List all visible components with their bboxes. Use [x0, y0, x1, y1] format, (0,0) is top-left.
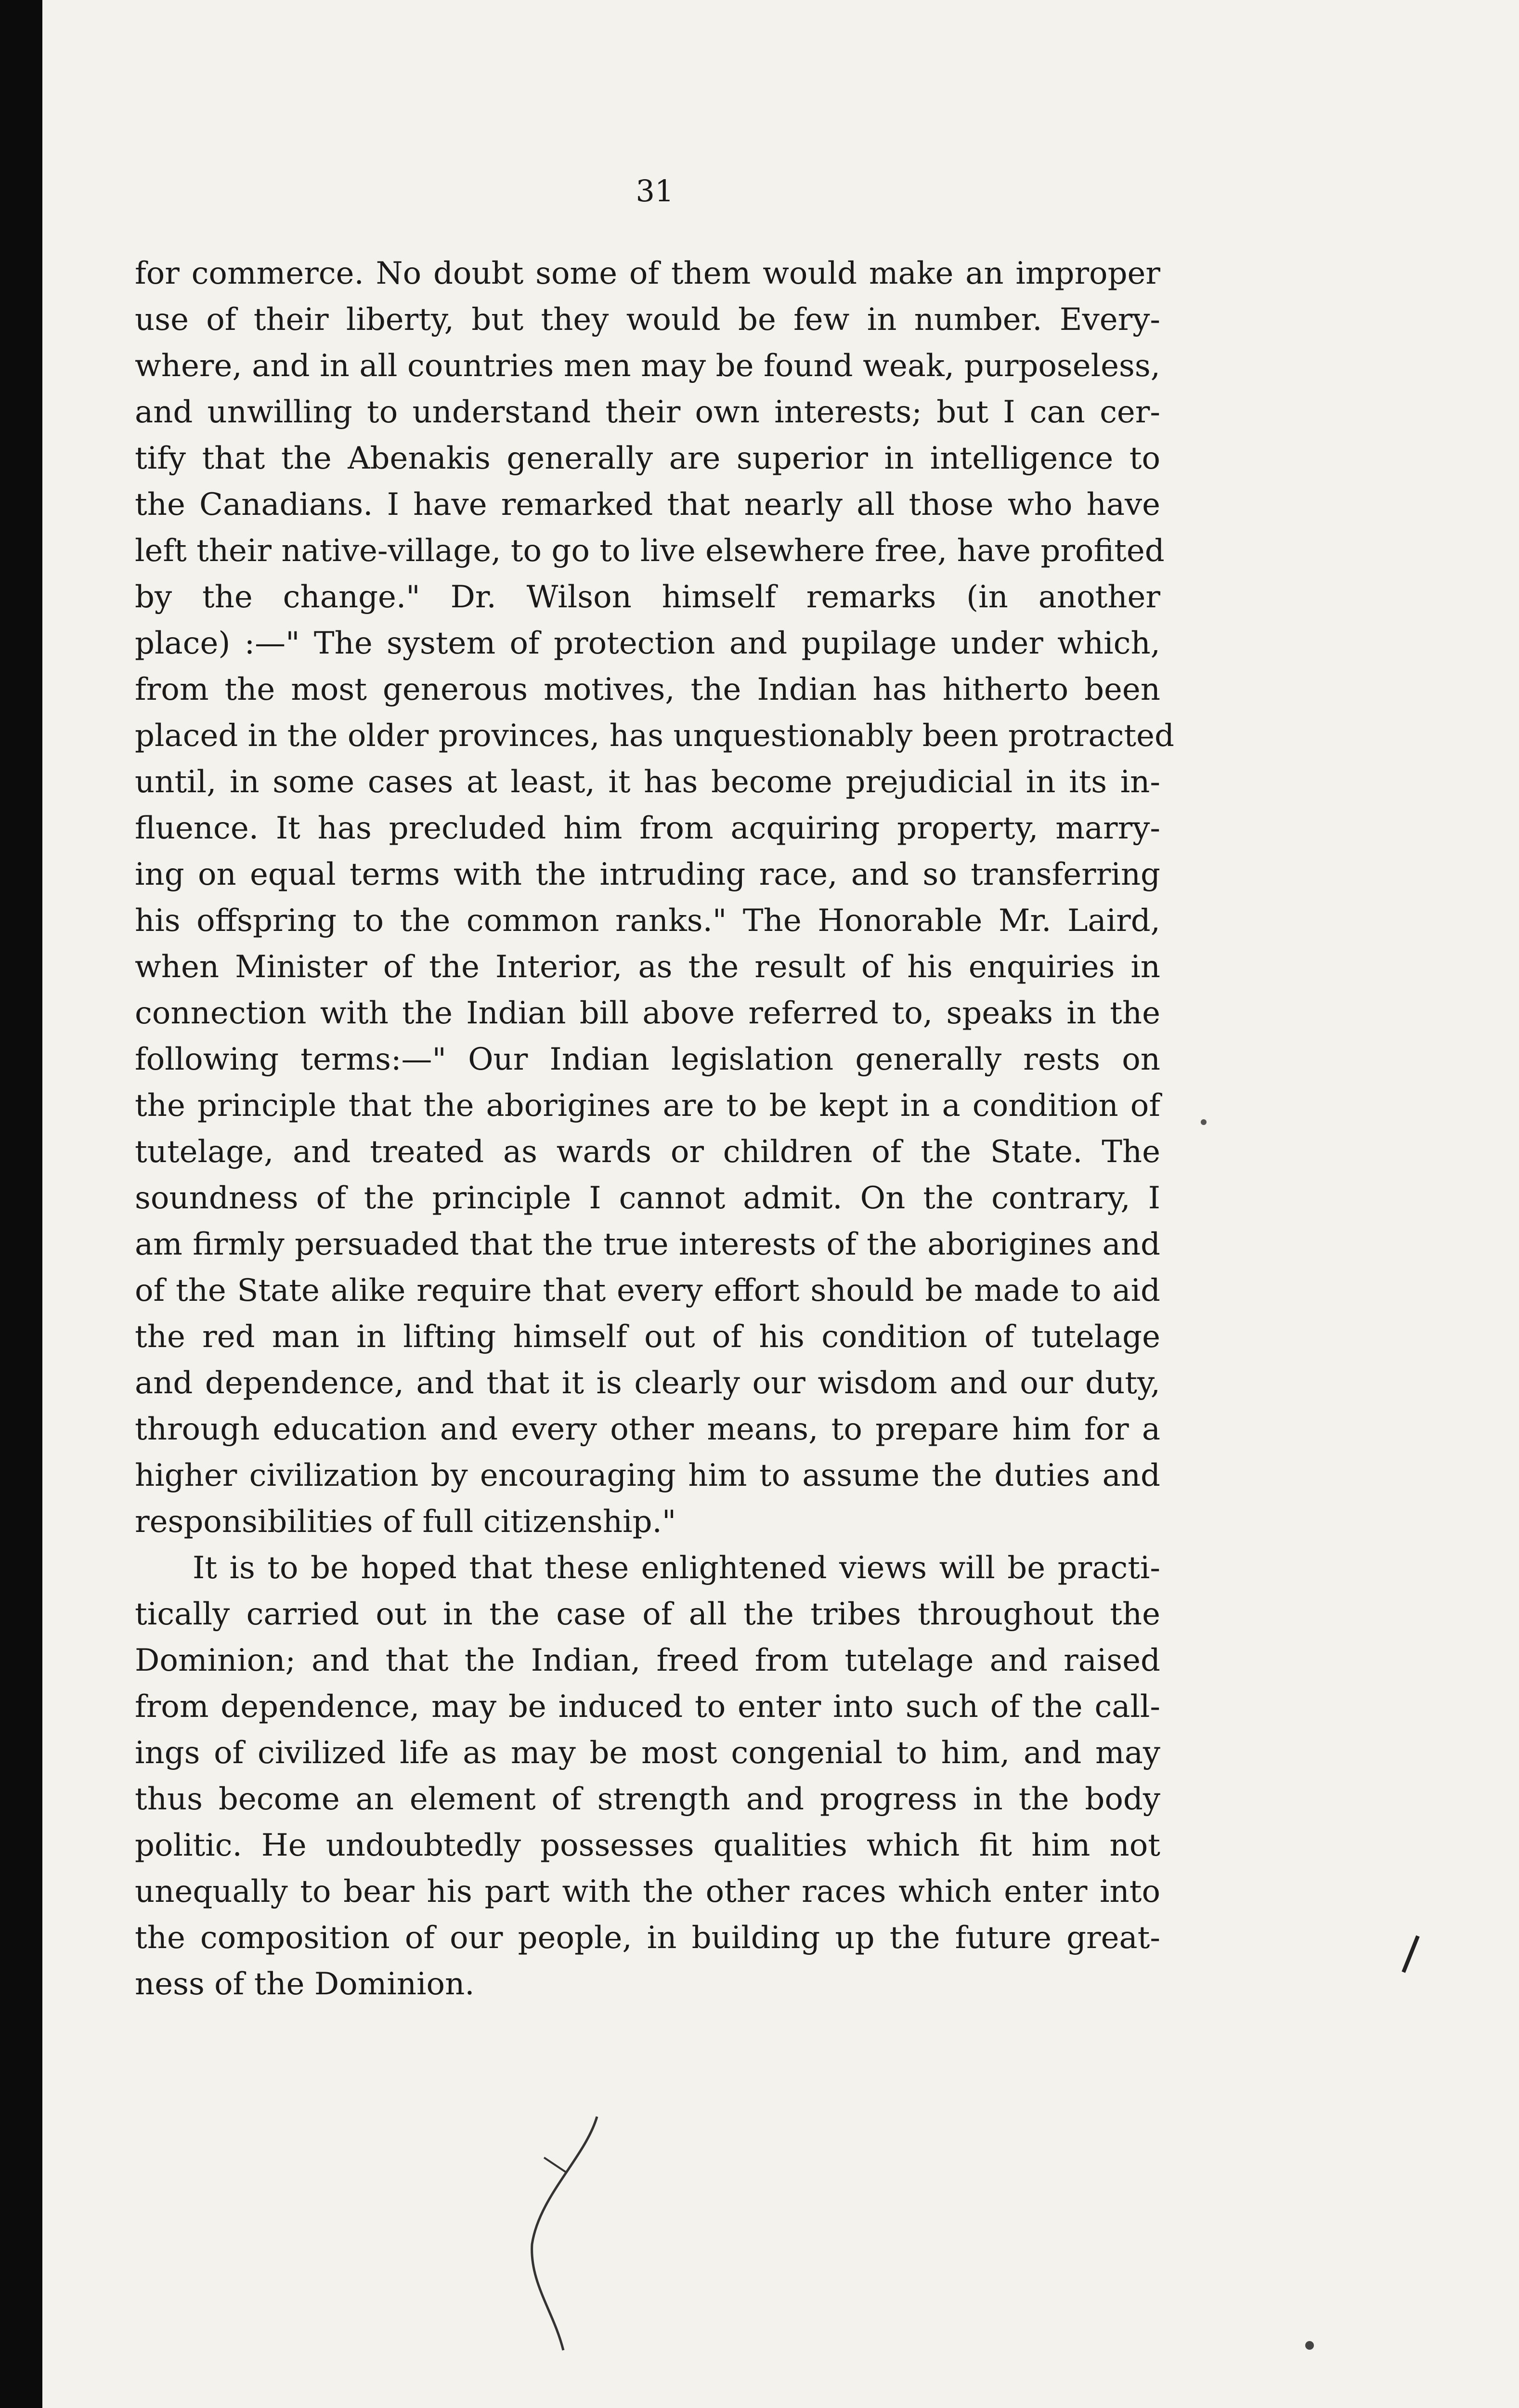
text-line: his offspring to the common ranks." The Honorable Mr. Laird, — [135, 903, 1160, 939]
text-line: and unwilling to understand their own interests; but I can cer- — [135, 394, 1160, 430]
text-line: of the State alike require that every effort should be made to aid — [135, 1273, 1160, 1309]
speck-mark — [1201, 1119, 1207, 1125]
text-line: thus become an element of strength and progress in the body — [135, 1781, 1160, 1817]
text-line: left their native-village, to go to live elsewhere free, have profited — [135, 533, 1165, 569]
text-line: the red man in lifting himself out of his condition of tutelage — [135, 1319, 1160, 1355]
text-line: where, and in all countries men may be found weak, purposeless, — [135, 348, 1160, 384]
text-line: and dependence, and that it is clearly our wisdom and our duty, — [135, 1365, 1160, 1401]
text-line: for commerce. No doubt some of them would make an improper — [135, 256, 1160, 291]
text-line: the Canadians. I have remarked that nearly all those who have — [135, 487, 1160, 523]
text-line: ness of the Dominion. — [135, 1966, 475, 2002]
text-line: use of their liberty, but they would be few in number. Every- — [135, 302, 1160, 338]
text-line: the principle that the aborigines are to be kept in a condition of — [135, 1088, 1160, 1124]
text-line: from the most generous motives, the Indian has hitherto been — [135, 672, 1160, 707]
text-line: the composition of our people, in building up the future great- — [135, 1920, 1160, 1956]
text-line: politic. He undoubtedly possesses qualities which fit him not — [135, 1828, 1160, 1863]
text-line: by the change." Dr. Wilson himself remarks (in another — [135, 579, 1160, 615]
speck-mark — [1305, 2341, 1314, 2350]
text-line: when Minister of the Interior, as the result of his enquiries in — [135, 949, 1160, 985]
pencil-tick-mark — [544, 2158, 566, 2172]
text-line: fluence. It has precluded him from acquiring property, marry- — [135, 811, 1160, 846]
text-line: It is to be hoped that these enlightened views will be practi- — [193, 1550, 1160, 1586]
margin-slash-mark — [1403, 1936, 1418, 1972]
text-line: through education and every other means, to prepare him for a — [135, 1412, 1160, 1447]
text-line: tutelage, and treated as wards or children of the State. The — [135, 1134, 1160, 1170]
text-line: tically carried out in the case of all the tribes throughout the — [135, 1597, 1160, 1632]
text-line: following terms:—" Our Indian legislation generally rests on — [135, 1042, 1160, 1077]
pencil-stroke-mark — [532, 2117, 597, 2350]
text-line: ing on equal terms with the intruding race, and so transferring — [135, 857, 1160, 892]
text-line: until, in some cases at least, it has become prejudicial in its in- — [135, 764, 1160, 800]
text-line: Dominion; and that the Indian, freed from tutelage and raised — [135, 1643, 1160, 1678]
text-line: place) :—" The system of protection and pupilage under which, — [135, 626, 1160, 661]
text-line: unequally to bear his part with the other races which enter into — [135, 1874, 1160, 1910]
text-line: am firmly persuaded that the true interests of the aborigines and — [135, 1227, 1160, 1262]
text-line: responsibilities of full citizenship." — [135, 1504, 676, 1540]
text-line: higher civilization by encouraging him to assume the duties and — [135, 1458, 1160, 1493]
page-number: 31 — [636, 173, 674, 209]
text-line: ings of civilized life as may be most congenial to him, and may — [135, 1735, 1160, 1771]
text-line: soundness of the principle I cannot admit. On the contrary, I — [135, 1180, 1160, 1216]
text-line: connection with the Indian bill above referred to, speaks in the — [135, 995, 1160, 1031]
text-line: placed in the older provinces, has unquestionably been protracted — [135, 718, 1174, 754]
text-line: from dependence, may be induced to enter into such of the call- — [135, 1689, 1160, 1725]
text-line: tify that the Abenakis generally are superior in intelligence to — [135, 441, 1160, 476]
